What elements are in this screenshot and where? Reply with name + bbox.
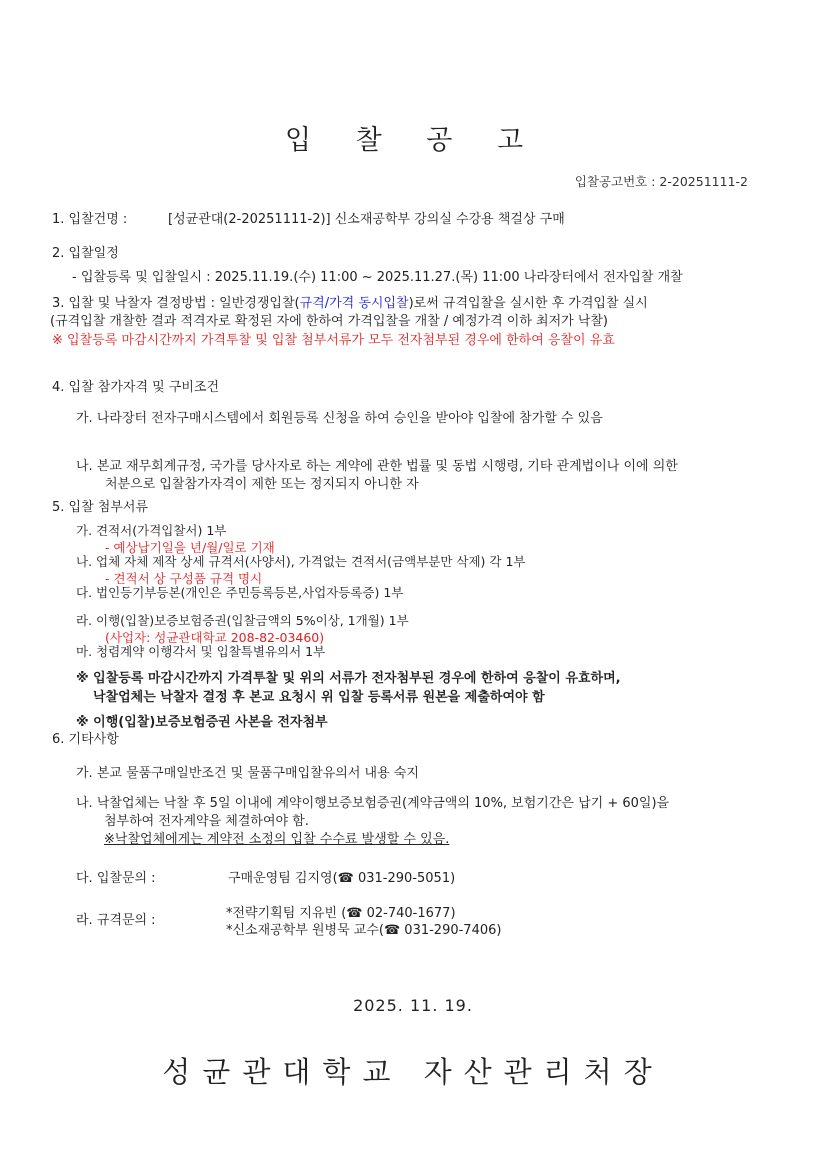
s6-item-ga: 가. 본교 물품구매일반조건 및 물품구매입찰유의서 내용 숙지 [76, 766, 419, 781]
bid-number: 입찰공고번호 : 2-20251111-2 [574, 174, 748, 189]
s6-item-ra-label: 라. 규격문의 : [76, 913, 156, 928]
s5-item-na-note: - 견적서 상 구성품 규격 명시 [105, 571, 263, 586]
s6-item-da-value: 구매운영팀 김지영(☎ 031-290-5051) [228, 871, 456, 886]
issue-date: 2025. 11. 19. [353, 996, 473, 1015]
s6-item-na-line2: 첨부하여 전자계약을 체결하여야 함. [104, 814, 309, 829]
s5-note-1: ※ 입찰등록 마감시간까지 가격투찰 및 위의 서류가 전자첨부된 경우에 한하여 응찰이 유효하며, [76, 671, 621, 686]
s4-item-na-line2: 처분으로 입찰참가자격이 제한 또는 정지되지 아니한 자 [105, 477, 419, 492]
s5-item-na: 나. 업체 자체 제작 상세 규격서(사양서), 가격없는 견적서(금액부분만 삭제) 각 1부 [76, 554, 526, 569]
s6-item-ra-value1: *전략기획팀 지유빈 (☎ 02-740-1677) [226, 906, 456, 921]
s6-item-na-line3: ※낙찰업체에게는 계약전 소정의 입찰 수수료 발생할 수 있음. [104, 832, 450, 847]
s6-item-da-label: 다. 입찰문의 : [76, 871, 156, 886]
s4-label: 4. 입찰 참가자격 및 구비조건 [52, 380, 220, 395]
s6-item-ra-value2: *신소재공학부 원병묵 교수(☎ 031-290-7406) [226, 923, 502, 938]
s5-item-ga: 가. 견적서(가격입찰서) 1부 [76, 523, 227, 538]
s2-label: 2. 입찰일정 [52, 246, 119, 261]
s2-schedule: - 입찰등록 및 입찰일시 : 2025.11.19.(수) 11:00 ~ 2025.11.27.(목) 11:00 나라장터에서 전자입찰 개찰 [72, 270, 683, 285]
s3-method [52, 292, 648, 311]
s3-note: ※ 입찰등록 마감시간까지 가격투찰 및 입찰 첨부서류가 모두 전자첨부된 경우에 한하여 응찰이 유효 [52, 333, 615, 348]
s6-label: 6. 기타사항 [52, 732, 119, 747]
s4-item-na-line1: 나. 본교 재무회계규정, 국가를 당사자로 하는 계약에 관한 법률 및 동법 시행령, 기타 관계법이나 이에 의한 [76, 459, 678, 474]
s1-value: [성균관대(2-20251111-2)] 신소재공학부 강의실 수강용 책걸상 구매 [168, 212, 565, 227]
s5-note-3: ※ 이행(입찰)보증보험증권 사본을 전자첨부 [76, 715, 328, 730]
issuer: 성균관대학교 자산관리처장 [162, 1055, 664, 1089]
s3-method-pre: 3. 입찰 및 낙찰자 결정방법 : 일반경쟁입찰( [52, 296, 300, 311]
page-title: 입 찰 공 고 [284, 125, 542, 156]
s5-item-ma: 마. 청렴계약 이행각서 및 입찰특별유의서 1부 [76, 644, 326, 659]
s5-item-ra-note: (사업자: 성균관대학교 208-82-03460) [105, 630, 325, 645]
s5-label: 5. 입찰 첨부서류 [52, 500, 149, 515]
s3-method-post: )로써 규격입찰을 실시한 후 가격입찰 실시 [408, 296, 648, 311]
s1-label: 1. 입찰건명 : [52, 212, 128, 227]
s6-item-na-line1: 나. 낙찰업체는 낙찰 후 5일 이내에 계약이행보증보험증권(계약금액의 10%, 보험기간은 납기 + 60일)을 [76, 796, 670, 811]
s3-method-highlight: 규격/가격 동시입찰 [299, 296, 409, 311]
s3-method-line2: (규격입찰 개찰한 결과 적격자로 확정된 자에 한하여 가격입찰을 개찰 / 예정가격 이하 최저가 낙찰) [50, 314, 609, 329]
s5-item-ra: 라. 이행(입찰)보증보험증권(입찰금액의 5%이상, 1개월) 1부 [76, 613, 409, 628]
s5-item-ga-note: - 예상납기일을 년/월/일로 기재 [105, 540, 275, 555]
s5-item-da: 다. 법인등기부등본(개인은 주민등록등본,사업자등록증) 1부 [76, 585, 404, 600]
s4-item-ga: 가. 나라장터 전자구매시스템에서 회원등록 신청을 하여 승인을 받아야 입찰에 참가할 수 있음 [76, 411, 603, 426]
s5-note-2: 낙찰업체는 낙찰자 결정 후 본교 요청시 위 입찰 등록서류 원본을 제출하여야 함 [93, 690, 545, 705]
